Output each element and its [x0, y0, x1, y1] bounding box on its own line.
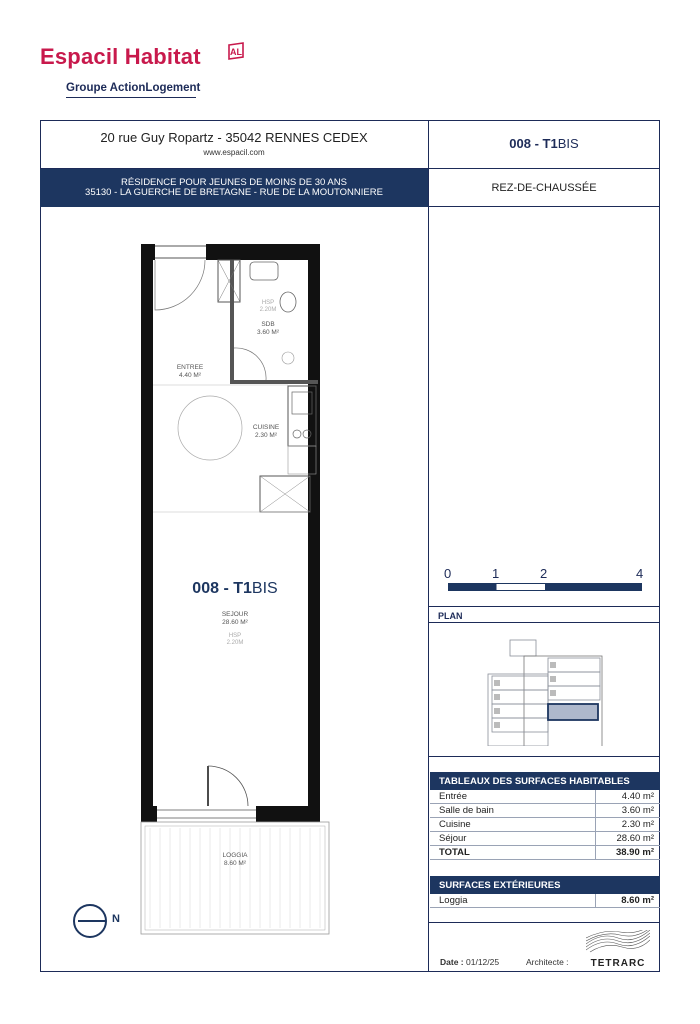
room-label-sdb: SDB 3.60 M² [256, 321, 280, 336]
plan-unit-prefix: 008 - T1 [192, 580, 252, 597]
surfaces-exterieures-title: SURFACES EXTÉRIEURES [430, 876, 660, 894]
divider [428, 622, 660, 623]
residence-line-2: 35130 - LA GUERCHE DE BRETAGNE - RUE DE LA MOUTONNIERE [85, 187, 383, 198]
unit-code-prefix: 008 - T1 [509, 136, 558, 151]
residence-line-1: RÉSIDENCE POUR JEUNES DE MOINS DE 30 ANS [121, 177, 347, 188]
room-label-entree: ENTREE 4.40 M² [176, 364, 204, 379]
room-label-hsp-sejour: HSP 2.20M [226, 633, 244, 646]
divider [428, 922, 660, 923]
table-row-total: TOTAL 38.90 m² [430, 846, 660, 860]
plan-section-label: PLAN [438, 611, 463, 621]
scale-tick-1: 1 [492, 566, 500, 581]
divider [428, 756, 660, 757]
table-row: Cuisine 2.30 m² [430, 818, 660, 832]
brand-name: Espacil Habitat [40, 44, 201, 69]
room-label-sejour: SEJOUR 28.60 M² [221, 611, 249, 626]
divider [428, 168, 660, 169]
table-row: Loggia 8.60 m² [430, 894, 660, 908]
architect-logo-icon [586, 930, 650, 970]
unit-code [428, 136, 660, 151]
room-label-hsp: HSP 2.20M [259, 300, 277, 313]
scale-tick-0: 0 [444, 566, 452, 581]
residence-banner [40, 169, 428, 207]
scale-bar [448, 583, 642, 591]
company-website[interactable]: www.espacil.com [203, 148, 265, 157]
table-row: Entrée 4.40 m² [430, 790, 660, 804]
surfaces-habitables-table [430, 772, 660, 860]
surfaces-exterieures-table [430, 876, 660, 908]
footer-date: Date : 01/12/25 [440, 957, 500, 967]
floor-level: REZ-DE-CHAUSSÉE [491, 182, 597, 194]
column-divider [428, 120, 429, 972]
architect-name: TETRARC [590, 958, 646, 969]
table-row: Séjour 28.60 m² [430, 832, 660, 846]
brand-badge-icon [226, 41, 246, 61]
divider [428, 606, 660, 607]
room-label-cuisine: CUISINE 2.30 M² [252, 424, 280, 439]
brand-underline [66, 97, 196, 98]
north-label: N [112, 913, 120, 925]
footer-architect-label: Architecte : [526, 957, 569, 967]
brand-group: Groupe ActionLogement [66, 82, 201, 94]
key-plan-drawing [484, 636, 608, 746]
scale-tick-4: 4 [636, 566, 644, 581]
surfaces-habitables-title: TABLEAUX DES SURFACES HABITABLES [430, 772, 660, 790]
room-label-loggia: LOGGIA 8.60 M² [222, 852, 248, 867]
company-address: 20 rue Guy Ropartz - 35042 RENNES CEDEX [100, 130, 368, 145]
date-value: 01/12/25 [466, 957, 500, 967]
divider [428, 206, 660, 207]
plan-unit-code [150, 580, 320, 598]
plan-unit-suffix: BIS [251, 580, 278, 597]
unit-code-suffix: BIS [557, 136, 579, 151]
table-row: Salle de bain 3.60 m² [430, 804, 660, 818]
brand-badge-text: AL [230, 47, 242, 57]
scale-tick-2: 2 [540, 566, 548, 581]
